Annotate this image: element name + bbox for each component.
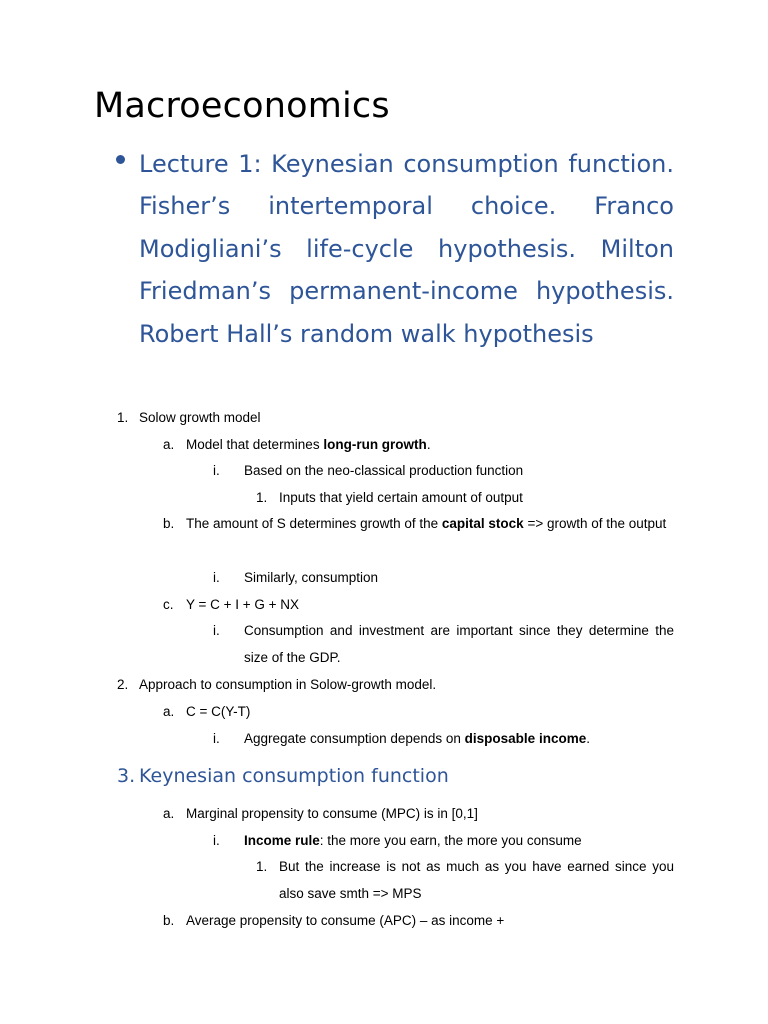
bold-capital-stock: capital stock	[441, 516, 524, 531]
list-marker-1: 1.	[117, 410, 129, 425]
list-item-3b: Average propensity to consume (APC) – as income +	[186, 913, 505, 928]
list-marker-1c: c.	[163, 597, 174, 612]
list-marker-1ci: i.	[213, 623, 220, 638]
lecture-heading: Lecture 1: Keynesian consumption function. Fisher’s intertemporal choice. Franco Modigliani’s life-cycle hypothesis. Milton Friedman’s permanent-income hypothesis. Robert Hall’s random walk hypothesis	[139, 150, 674, 348]
list-marker-1a: a.	[163, 437, 175, 452]
list-marker-1bi: i.	[213, 570, 220, 585]
list-marker-3ai1: 1.	[256, 859, 268, 874]
list-item-approach: Approach to consumption in Solow-growth model.	[139, 677, 437, 692]
list-item-1ci: Consumption and investment are important since they determine the size of the GDP.	[244, 623, 674, 665]
list-item-solow: Solow growth model	[139, 410, 261, 425]
list-item-3ai1: But the increase is not as much as you have earned since you also save smth => MPS	[279, 859, 674, 901]
list-item-3a: Marginal propensity to consume (MPC) is in [0,1]	[186, 806, 478, 821]
list-marker-3ai: i.	[213, 833, 220, 848]
list-item-1a: Model that determines long-run growth.	[186, 437, 431, 452]
bold-long-run-growth: long-run growth	[323, 437, 427, 452]
section-heading-keynesian: 3. Keynesian consumption function	[117, 765, 449, 787]
list-item-1b: The amount of S determines growth of the capital stock => growth of the output	[186, 516, 667, 531]
list-item-1ai: Based on the neo-classical production function	[244, 463, 524, 478]
list-marker-2a: a.	[163, 704, 175, 719]
list-item-2ai: Aggregate consumption depends on disposable income.	[244, 731, 590, 746]
list-marker-1b: b.	[163, 516, 175, 531]
list-item-2a: C = C(Y-T)	[186, 704, 251, 719]
list-item-1ai1: Inputs that yield certain amount of output	[279, 490, 523, 505]
bold-income-rule: Income rule	[244, 833, 320, 848]
list-item-1c: Y = C + I + G + NX	[186, 597, 300, 612]
list-item-1bi: Similarly, consumption	[244, 570, 379, 585]
list-marker-3b: b.	[163, 913, 175, 928]
list-marker-2ai: i.	[213, 731, 220, 746]
list-marker-3a: a.	[163, 806, 175, 821]
bold-disposable-income: disposable income	[464, 731, 587, 746]
list-marker-1ai1: 1.	[256, 490, 268, 505]
page-title: Macroeconomics	[94, 86, 390, 126]
list-marker-1ai: i.	[213, 463, 220, 478]
list-marker-2: 2.	[117, 677, 129, 692]
bullet-dot	[116, 155, 125, 164]
list-item-3ai: Income rule: the more you earn, the more you consume	[244, 833, 582, 848]
